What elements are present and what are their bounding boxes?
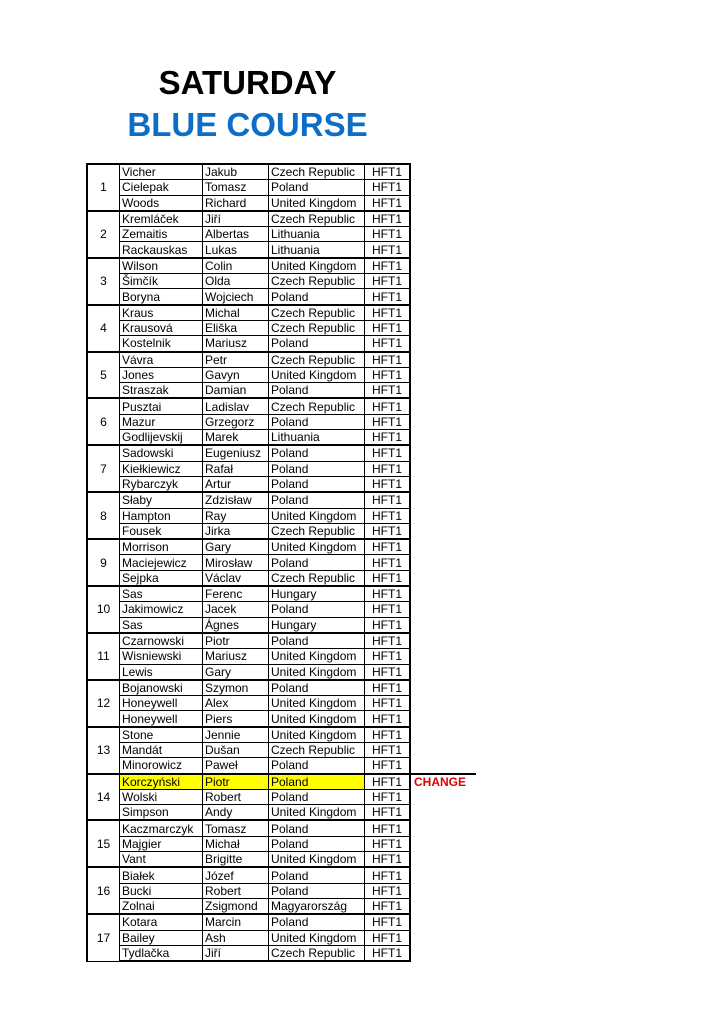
class-cell: HFT1 [365, 914, 411, 930]
class-cell: HFT1 [365, 539, 411, 555]
country-cell: Czech Republic [269, 398, 365, 414]
table-row [87, 820, 476, 836]
country-cell: Magyarország [269, 898, 365, 914]
country-cell: United Kingdom [269, 367, 365, 382]
class-cell: HFT1 [365, 805, 411, 821]
surname-cell: Straszak [120, 383, 203, 399]
country-cell: Poland [269, 492, 365, 508]
first-name-cell: Eugeniusz [203, 445, 269, 461]
country-cell: Poland [269, 820, 365, 836]
country-cell: Poland [269, 461, 365, 476]
class-cell: HFT1 [365, 820, 411, 836]
table-row [87, 711, 476, 727]
surname-cell: Godlijevskij [120, 430, 203, 446]
country-cell: Poland [269, 633, 365, 649]
table-row [87, 774, 476, 790]
first-name-cell: Václav [203, 570, 269, 586]
first-name-cell: Michal [203, 305, 269, 321]
country-cell: United Kingdom [269, 930, 365, 945]
class-cell: HFT1 [365, 398, 411, 414]
table-row [87, 664, 476, 680]
class-cell: HFT1 [365, 195, 411, 211]
surname-cell: Zolnai [120, 898, 203, 914]
class-cell: HFT1 [365, 617, 411, 633]
first-name-cell: Tomasz [203, 820, 269, 836]
group-number: 6 [87, 398, 120, 445]
first-name-cell: Marek [203, 430, 269, 446]
first-name-cell: Piotr [203, 633, 269, 649]
country-cell: Czech Republic [269, 274, 365, 289]
table-row [87, 320, 476, 335]
country-cell: Poland [269, 883, 365, 898]
class-cell: HFT1 [365, 336, 411, 352]
class-cell: HFT1 [365, 836, 411, 851]
table-row [87, 789, 476, 804]
first-name-cell: Szymon [203, 680, 269, 696]
class-cell: HFT1 [365, 242, 411, 258]
class-cell: HFT1 [365, 696, 411, 711]
surname-cell: Korczyński [120, 774, 203, 790]
country-cell: United Kingdom [269, 508, 365, 523]
first-name-cell: Albertas [203, 227, 269, 242]
first-name-cell: Petr [203, 352, 269, 368]
surname-cell: Vicher [120, 164, 203, 180]
surname-cell: Kraus [120, 305, 203, 321]
surname-cell: Woods [120, 195, 203, 211]
class-cell: HFT1 [365, 289, 411, 305]
start-list-table [86, 163, 476, 962]
table-row [87, 398, 476, 414]
group-number: 11 [87, 633, 120, 680]
table-row [87, 930, 476, 945]
table-row [87, 758, 476, 774]
country-cell: Czech Republic [269, 305, 365, 321]
first-name-cell: Paweł [203, 758, 269, 774]
surname-cell: Białek [120, 867, 203, 883]
surname-cell: Kotara [120, 914, 203, 930]
page-title: SATURDAY [158, 64, 337, 101]
class-cell: HFT1 [365, 898, 411, 914]
first-name-cell: Mirosław [203, 555, 269, 570]
surname-cell: Boryna [120, 289, 203, 305]
first-name-cell: Jacek [203, 602, 269, 617]
first-name-cell: Alex [203, 696, 269, 711]
class-cell: HFT1 [365, 758, 411, 774]
surname-cell: Šimčík [120, 274, 203, 289]
country-cell: Poland [269, 476, 365, 492]
first-name-cell: Olda [203, 274, 269, 289]
first-name-cell: Józef [203, 867, 269, 883]
course-subtitle: BLUE COURSE [127, 106, 368, 143]
table-row [87, 867, 476, 883]
table-row [87, 570, 476, 586]
table-row [87, 274, 476, 289]
group-number: 8 [87, 492, 120, 539]
table-row [87, 617, 476, 633]
group-number: 4 [87, 305, 120, 352]
surname-cell: Zemaitis [120, 227, 203, 242]
class-cell: HFT1 [365, 414, 411, 429]
group-number: 12 [87, 680, 120, 727]
country-cell: United Kingdom [269, 649, 365, 664]
first-name-cell: Jiří [203, 945, 269, 961]
first-name-cell: Robert [203, 789, 269, 804]
country-cell: Czech Republic [269, 742, 365, 757]
first-name-cell: Gavyn [203, 367, 269, 382]
surname-cell: Sas [120, 586, 203, 602]
class-cell: HFT1 [365, 742, 411, 757]
table-row [87, 883, 476, 898]
surname-cell: Vant [120, 852, 203, 868]
table-row [87, 289, 476, 305]
country-cell: Poland [269, 836, 365, 851]
country-cell: Poland [269, 680, 365, 696]
group-number: 10 [87, 586, 120, 633]
class-cell: HFT1 [365, 945, 411, 961]
surname-cell: Kremláček [120, 211, 203, 227]
surname-cell: Krausová [120, 320, 203, 335]
table-row [87, 305, 476, 321]
table-row [87, 227, 476, 242]
country-cell: Poland [269, 914, 365, 930]
country-cell: Poland [269, 602, 365, 617]
class-cell: HFT1 [365, 586, 411, 602]
class-cell: HFT1 [365, 320, 411, 335]
first-name-cell: Jirka [203, 523, 269, 539]
country-cell: Lithuania [269, 242, 365, 258]
class-cell: HFT1 [365, 883, 411, 898]
table-body [87, 164, 476, 961]
table-row [87, 805, 476, 821]
country-cell: Czech Republic [269, 352, 365, 368]
class-cell: HFT1 [365, 367, 411, 382]
first-name-cell: Ash [203, 930, 269, 945]
country-cell: Czech Republic [269, 570, 365, 586]
table-row [87, 555, 476, 570]
class-cell: HFT1 [365, 789, 411, 804]
table-row [87, 476, 476, 492]
table-row [87, 914, 476, 930]
surname-cell: Kaczmarczyk [120, 820, 203, 836]
country-cell: United Kingdom [269, 258, 365, 274]
surname-cell: Cielepak [120, 180, 203, 195]
surname-cell: Vávra [120, 352, 203, 368]
class-cell: HFT1 [365, 430, 411, 446]
surname-cell: Majgier [120, 836, 203, 851]
class-cell: HFT1 [365, 352, 411, 368]
first-name-cell: Eliška [203, 320, 269, 335]
first-name-cell: Mariusz [203, 649, 269, 664]
surname-cell: Słaby [120, 492, 203, 508]
class-cell: HFT1 [365, 523, 411, 539]
first-name-cell: Piers [203, 711, 269, 727]
class-cell: HFT1 [365, 664, 411, 680]
table-row [87, 195, 476, 211]
class-cell: HFT1 [365, 227, 411, 242]
table-row [87, 898, 476, 914]
first-name-cell: Mariusz [203, 336, 269, 352]
class-cell: HFT1 [365, 492, 411, 508]
first-name-cell: Artur [203, 476, 269, 492]
first-name-cell: Tomasz [203, 180, 269, 195]
table-row [87, 367, 476, 382]
first-name-cell: Grzegorz [203, 414, 269, 429]
surname-cell: Simpson [120, 805, 203, 821]
group-number: 5 [87, 352, 120, 399]
table-row [87, 258, 476, 274]
table-row [87, 180, 476, 195]
first-name-cell: Jiří [203, 211, 269, 227]
class-cell: HFT1 [365, 727, 411, 743]
class-cell: HFT1 [365, 305, 411, 321]
country-cell: Poland [269, 867, 365, 883]
country-cell: United Kingdom [269, 664, 365, 680]
group-number: 16 [87, 867, 120, 914]
first-name-cell: Gary [203, 664, 269, 680]
class-cell: HFT1 [365, 867, 411, 883]
first-name-cell: Dušan [203, 742, 269, 757]
first-name-cell: Richard [203, 195, 269, 211]
country-cell: Poland [269, 758, 365, 774]
surname-cell: Tydlačka [120, 945, 203, 961]
country-cell: Poland [269, 336, 365, 352]
group-number: 7 [87, 445, 120, 492]
first-name-cell: Ferenc [203, 586, 269, 602]
surname-cell: Lewis [120, 664, 203, 680]
table-row [87, 211, 476, 227]
table-row [87, 336, 476, 352]
surname-cell: Mandát [120, 742, 203, 757]
country-cell: Lithuania [269, 430, 365, 446]
table-row [87, 508, 476, 523]
surname-cell: Fousek [120, 523, 203, 539]
class-cell: HFT1 [365, 555, 411, 570]
table-row [87, 445, 476, 461]
class-cell: HFT1 [365, 649, 411, 664]
table-row [87, 742, 476, 757]
country-cell: Poland [269, 414, 365, 429]
country-cell: United Kingdom [269, 711, 365, 727]
table-row [87, 539, 476, 555]
surname-cell: Wilson [120, 258, 203, 274]
class-cell: HFT1 [365, 633, 411, 649]
country-cell: Czech Republic [269, 945, 365, 961]
first-name-cell: Zsigmond [203, 898, 269, 914]
class-cell: HFT1 [365, 602, 411, 617]
surname-cell: Wisniewski [120, 649, 203, 664]
first-name-cell: Ray [203, 508, 269, 523]
surname-cell: Honeywell [120, 696, 203, 711]
surname-cell: Jakimowicz [120, 602, 203, 617]
surname-cell: Bailey [120, 930, 203, 945]
country-cell: Hungary [269, 617, 365, 633]
table-row [87, 430, 476, 446]
group-number: 14 [87, 774, 120, 821]
table-row [87, 164, 476, 180]
surname-cell: Honeywell [120, 711, 203, 727]
country-cell: Poland [269, 289, 365, 305]
table-row [87, 945, 476, 961]
table-row [87, 680, 476, 696]
country-cell: United Kingdom [269, 852, 365, 868]
class-cell: HFT1 [365, 930, 411, 945]
class-cell: HFT1 [365, 570, 411, 586]
first-name-cell: Colin [203, 258, 269, 274]
surname-cell: Sejpka [120, 570, 203, 586]
table-row [87, 602, 476, 617]
surname-cell: Maciejewicz [120, 555, 203, 570]
class-cell: HFT1 [365, 711, 411, 727]
surname-cell: Sas [120, 617, 203, 633]
first-name-cell: Jennie [203, 727, 269, 743]
first-name-cell: Jakub [203, 164, 269, 180]
surname-cell: Rybarczyk [120, 476, 203, 492]
surname-cell: Mazur [120, 414, 203, 429]
country-cell: Hungary [269, 586, 365, 602]
country-cell: Lithuania [269, 227, 365, 242]
group-number: 3 [87, 258, 120, 305]
first-name-cell: Damian [203, 383, 269, 399]
first-name-cell: Gary [203, 539, 269, 555]
first-name-cell: Ágnes [203, 617, 269, 633]
class-cell: HFT1 [365, 258, 411, 274]
surname-cell: Pusztai [120, 398, 203, 414]
country-cell: United Kingdom [269, 195, 365, 211]
class-cell: HFT1 [365, 852, 411, 868]
surname-cell: Rackauskas [120, 242, 203, 258]
surname-cell: Kostelnik [120, 336, 203, 352]
country-cell: Czech Republic [269, 523, 365, 539]
surname-cell: Jones [120, 367, 203, 382]
table-row [87, 586, 476, 602]
country-cell: Poland [269, 180, 365, 195]
group-number: 1 [87, 164, 120, 211]
table-row [87, 352, 476, 368]
country-cell: Czech Republic [269, 164, 365, 180]
class-cell: HFT1 [365, 680, 411, 696]
country-cell: United Kingdom [269, 805, 365, 821]
surname-cell: Bucki [120, 883, 203, 898]
table-row [87, 383, 476, 399]
country-cell: Poland [269, 555, 365, 570]
class-cell: HFT1 [365, 508, 411, 523]
class-cell: HFT1 [365, 445, 411, 461]
country-cell: United Kingdom [269, 696, 365, 711]
first-name-cell: Wojciech [203, 289, 269, 305]
country-cell: Poland [269, 383, 365, 399]
group-number: 15 [87, 820, 120, 867]
class-cell: HFT1 [365, 180, 411, 195]
class-cell: HFT1 [365, 383, 411, 399]
table-row [87, 523, 476, 539]
first-name-cell: Ladislav [203, 398, 269, 414]
table-row [87, 242, 476, 258]
table-row [87, 633, 476, 649]
surname-cell: Sadowski [120, 445, 203, 461]
class-cell: HFT1 [365, 164, 411, 180]
surname-cell: Czarnowski [120, 633, 203, 649]
first-name-cell: Zdzisław [203, 492, 269, 508]
first-name-cell: Piotr [203, 774, 269, 790]
table-row [87, 836, 476, 851]
class-cell: HFT1 [365, 461, 411, 476]
class-cell: HFT1 [365, 211, 411, 227]
first-name-cell: Rafał [203, 461, 269, 476]
class-cell: HFT1 [365, 476, 411, 492]
class-cell: HFT1 [365, 274, 411, 289]
group-number: 17 [87, 914, 120, 961]
surname-cell: Stone [120, 727, 203, 743]
class-cell: HFT1 [365, 774, 411, 790]
country-cell: Czech Republic [269, 211, 365, 227]
country-cell: Poland [269, 774, 365, 790]
table-row [87, 696, 476, 711]
first-name-cell: Michał [203, 836, 269, 851]
first-name-cell: Marcin [203, 914, 269, 930]
surname-cell: Wolski [120, 789, 203, 804]
group-number: 2 [87, 211, 120, 258]
surname-cell: Bojanowski [120, 680, 203, 696]
table-row [87, 649, 476, 664]
first-name-cell: Brigitte [203, 852, 269, 868]
surname-cell: Minorowicz [120, 758, 203, 774]
country-cell: United Kingdom [269, 539, 365, 555]
surname-cell: Kiełkiewicz [120, 461, 203, 476]
first-name-cell: Robert [203, 883, 269, 898]
change-note: CHANGE [410, 774, 476, 790]
table-row [87, 414, 476, 429]
first-name-cell: Andy [203, 805, 269, 821]
table-row [87, 461, 476, 476]
country-cell: Poland [269, 445, 365, 461]
surname-cell: Morrison [120, 539, 203, 555]
table-row [87, 727, 476, 743]
table-row [87, 852, 476, 868]
group-number: 9 [87, 539, 120, 586]
first-name-cell: Lukas [203, 242, 269, 258]
surname-cell: Hampton [120, 508, 203, 523]
country-cell: Czech Republic [269, 320, 365, 335]
table-row [87, 492, 476, 508]
group-number: 13 [87, 727, 120, 774]
country-cell: United Kingdom [269, 727, 365, 743]
country-cell: Poland [269, 789, 365, 804]
